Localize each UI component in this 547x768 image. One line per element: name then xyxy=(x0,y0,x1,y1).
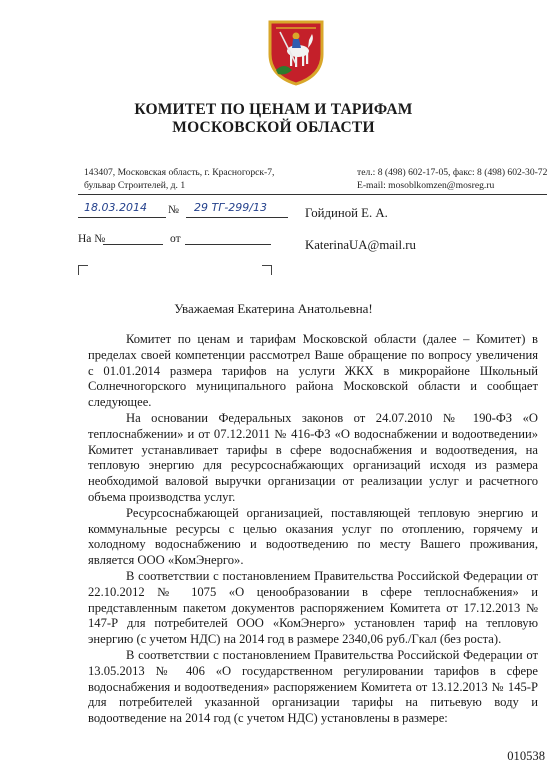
paragraph-5: В соответствии с постановлением Правительства Российской Федерации от 13.05.2013 № 406 «О государственном регулировании тарифов в сфере водоснабжения и водоотведения» распоряжением Комитета от 13.12.2013 № 145-Р для потребителей указанной организации тарифы на питьевую воду и водоотведение на 2014 год (с учетом НДС) установлены в размере: xyxy=(88,647,538,726)
organization-name-line1: КОМИТЕТ ПО ЦЕНАМ И ТАРИФАМ xyxy=(134,101,413,118)
reply-to-label: На № xyxy=(78,233,106,245)
address-line1: 143407, Московская область, г. Красногорск-7, xyxy=(84,167,275,178)
reply-to-number-blank xyxy=(103,232,163,245)
phone-fax-line: тел.: 8 (498) 602-17-05, факс: 8 (498) 602-30-72 xyxy=(357,167,547,178)
organization-name-line2: МОСКОВСКОЙ ОБЛАСТИ xyxy=(172,119,375,136)
recipient-email: KaterinaUA@mail.ru xyxy=(305,238,416,252)
number-sign: № xyxy=(168,204,179,216)
document-serial-number: 010538 xyxy=(507,749,545,763)
paragraph-3: Ресурсоснабжающей организацией, поставляющей тепловую энергию и коммунальные ресурсы с целью оказания услуг по отоплению, горячему и холодному водоснабжению и водоотведению по месту Вашего проживания, является ООО «КомЭнерго». xyxy=(88,505,538,568)
coat-of-arms-icon xyxy=(266,18,326,86)
recipient-name: Гойдиной Е. А. xyxy=(305,206,388,220)
address-window-corner-left xyxy=(78,265,88,275)
address-line2: бульвар Строителей, д. 1 xyxy=(84,180,186,191)
outgoing-date-field xyxy=(78,201,166,218)
reply-from-label: от xyxy=(170,233,181,245)
paragraph-2: На основании Федеральных законов от 24.07.2010 № 190-ФЗ «О теплоснабжении» и от 07.12.2011 № 416-ФЗ «О водоснабжении и водоотведении» Комитет устанавливает тарифы в сфере водоснабжения и водоотведения, на тепловую энергию для ресурсоснабжающих организаций исходя из размера необходимой валовой выручки организации от реализации услуг и расчетного объема производства услуг. xyxy=(88,410,538,504)
address-window-corner-right xyxy=(262,265,272,275)
outgoing-date: 18.03.2014 xyxy=(84,201,147,214)
outgoing-number: 29 ТГ-299/13 xyxy=(194,201,268,214)
outgoing-number-field xyxy=(186,201,288,218)
reply-from-date-blank xyxy=(185,232,271,245)
header-divider xyxy=(78,194,547,195)
paragraph-1: Комитет по ценам и тарифам Московской области (далее – Комитет) в пределах своей компетенции рассмотрел Ваше обращение по вопросу увеличения с 01.01.2014 размера тарифов на услуги ЖКХ в микрорайоне Школьный Солнечногорского муниципального района Московской области и сообщает следующее. xyxy=(88,332,538,410)
letter-body xyxy=(88,332,538,727)
paragraph-4: В соответствии с постановлением Правительства Российской Федерации от 22.10.2012 № 1075 «О ценообразовании в сфере теплоснабжения» и представленным пакетом документов распоряжением Комитета от 17.12.2013 № 147-Р для потребителей ООО «КомЭнерго» установлен тариф на тепловую энергию (с учетом НДС) на 2014 год в размере 2340,06 руб./Гкал (без роста). xyxy=(88,568,538,647)
salutation: Уважаемая Екатерина Анатольевна! xyxy=(174,301,373,316)
email-line: E-mail: mosoblkomzen@mosreg.ru xyxy=(357,180,495,191)
